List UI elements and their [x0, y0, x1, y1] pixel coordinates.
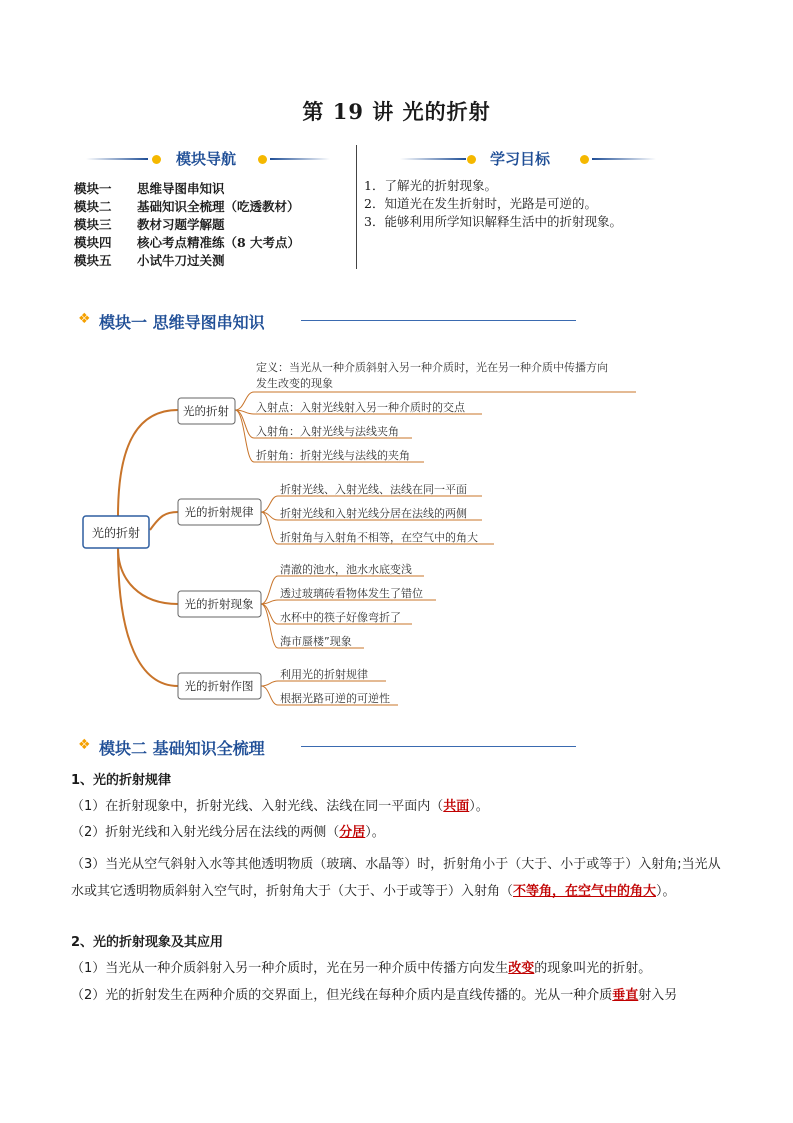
content-paragraph: （1）在折射现象中，折射光线、入射光线、法线在同一平面内（共面）。 [71, 799, 489, 814]
goals-heading-dot-right-icon [580, 155, 589, 164]
mind-map-root: 光的折射 [91, 526, 141, 540]
content-heading-2: 2、光的折射现象及其应用 [71, 935, 224, 950]
nav-heading: 模块导航 [176, 150, 237, 168]
nav-item[interactable]: 模块四 核心考点精准练（8 大考点） [74, 235, 301, 250]
leaf-text: 入射角：入射光线与法线夹角 [256, 425, 399, 438]
answer-text: 分居 [339, 825, 366, 840]
diamond-icon: ❖ [78, 737, 91, 753]
leaf-text: 透过玻璃砖看物体发生了错位 [280, 587, 423, 600]
leaf-text: 折射角：折射光线与法线的夹角 [256, 449, 410, 462]
nav-heading-dot-right-icon [258, 155, 267, 164]
goal-item: 3．能够利用所学知识解释生活中的折射现象。 [364, 214, 622, 229]
section1-rule [301, 320, 576, 321]
leaf-text: 入射点：入射光线射入另一种介质时的交点 [256, 401, 465, 414]
column-divider [356, 145, 357, 269]
section2-rule [301, 746, 576, 747]
leaf-text: 清澈的池水，池水水底变浅 [280, 563, 412, 576]
goals-heading-line-left [400, 158, 466, 160]
answer-text: 共面 [443, 799, 470, 814]
nav-item[interactable]: 模块二 基础知识全梳理（吃透教材） [74, 199, 300, 214]
page-title: 第 19 讲 光的折射 [302, 99, 491, 124]
mind-map [0, 350, 793, 720]
section2-title: 模块二 基础知识全梳理 [99, 739, 265, 758]
leaf-text: 折射光线和入射光线分居在法线的两侧 [280, 507, 467, 520]
branch-label: 光的折射现象 [184, 597, 254, 611]
goal-item: 1．了解光的折射现象。 [364, 178, 497, 193]
goals-heading-line-right [592, 158, 656, 160]
leaf-text: 折射角与入射角不相等，在空气中的角大 [280, 531, 478, 544]
answer-text: 垂直 [612, 988, 639, 1003]
leaf-text: 发生改变的现象 [256, 377, 333, 390]
content-heading-1: 1、光的折射规律 [71, 773, 172, 788]
answer-text: 不等角，在空气中的角大 [513, 884, 657, 899]
nav-item[interactable]: 模块一 思维导图串知识 [74, 181, 225, 196]
diamond-icon: ❖ [78, 311, 91, 327]
branch-label: 光的折射作图 [184, 679, 254, 693]
leaf-text: 海市蜃楼”现象 [280, 635, 352, 648]
leaf-text: 根据光路可逆的可逆性 [280, 692, 390, 705]
goals-heading: 学习目标 [490, 150, 551, 168]
content-paragraph: （2）光的折射发生在两种介质的交界面上，但光线在每种介质内是直线传播的。光从一种介质垂直射入另 [71, 988, 678, 1003]
nav-item[interactable]: 模块五 小试牛刀过关测 [74, 253, 225, 268]
goal-item: 2．知道光在发生折射时，光路是可逆的。 [364, 196, 597, 211]
branch-label: 光的折射规律 [184, 505, 254, 519]
nav-heading-line-left [86, 158, 148, 160]
section1-title: 模块一 思维导图串知识 [99, 313, 265, 332]
leaf-text: 定义：当光从一种介质斜射入另一种介质时，光在另一种介质中传播方向 [256, 361, 608, 374]
mind-map-leaf-connectors [235, 392, 636, 705]
nav-heading-line-right [270, 158, 330, 160]
content-paragraph: （1）当光从一种介质斜射入另一种介质时，光在另一种介质中传播方向发生改变的现象叫光的折射。 [71, 961, 652, 976]
answer-text: 改变 [508, 961, 535, 976]
goals-heading-dot-left-icon [467, 155, 476, 164]
content-paragraph: （2）折射光线和入射光线分居在法线的两侧（分居）。 [71, 825, 385, 840]
content-paragraph: （3）当光从空气斜射入水等其他透明物质（玻璃、水晶等）时，折射角小于（大于、小于或等于）入射角;当光从水或其它透明物质斜射入空气时，折射角大于（大于、小于或等于）入射角（不等角，在空气中的角大）。 [71, 857, 721, 899]
nav-item[interactable]: 模块三 教材习题学解题 [74, 217, 225, 232]
leaf-text: 利用光的折射规律 [280, 668, 368, 681]
leaf-text: 折射光线、入射光线、法线在同一平面 [280, 483, 467, 496]
leaf-text: 水杯中的筷子好像弯折了 [280, 611, 401, 624]
branch-label: 光的折射 [183, 404, 229, 418]
nav-heading-dot-left-icon [152, 155, 161, 164]
